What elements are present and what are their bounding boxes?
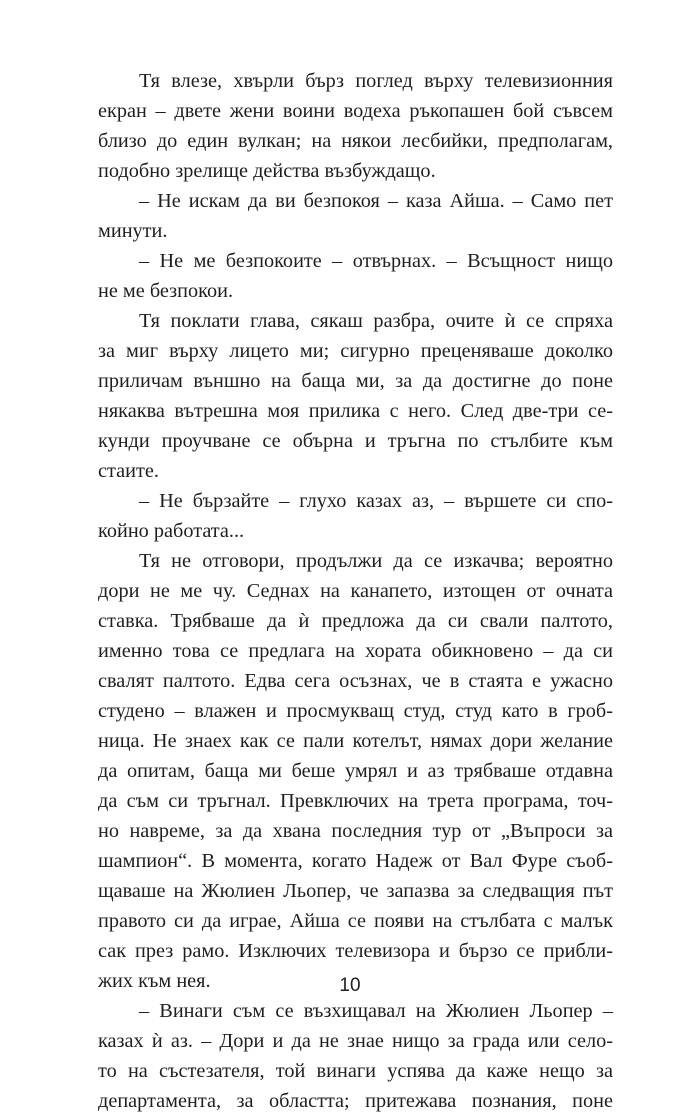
- text-line: – Не искам да ви безпокоя – каза Айша. – Само пет: [139, 190, 613, 212]
- text-line: правото си да играе, Айша се появи на стълбата с малък: [98, 910, 613, 932]
- text-line: сак през рамо. Изключих телевизора и бързо се прибли-: [98, 940, 613, 962]
- text-line: минути.: [98, 220, 168, 242]
- text-line: студено – влажен и просмукващ студ, студ като в гроб-: [98, 700, 613, 722]
- text-line: Тя не отговори, продължи да се изкачва; вероятно: [139, 550, 613, 572]
- text-line: – Не ме безпокоите – отвърнах. – Всъщност нищо: [139, 250, 613, 272]
- text-line: Тя поклати глава, сякаш разбра, очите ѝ се спряха: [139, 310, 613, 332]
- text-line: не ме безпокои.: [98, 280, 234, 302]
- text-line: департамента, за областта; притежава познания, поне: [98, 1090, 613, 1112]
- text-line: кунди проучване се обърна и тръгна по стълбите към: [98, 430, 613, 452]
- text-line: шампион“. В момента, когато Надеж от Вал Фуре съоб-: [98, 850, 613, 872]
- text-line: ница. Не знаех как се пали котелът, нямах дори желание: [98, 730, 613, 752]
- text-line: приличам външно на баща ми, за да достигне до поне: [98, 370, 613, 392]
- text-line: да съм си тръгнал. Превключих на трета програма, точ-: [98, 790, 613, 812]
- text-line: ставка. Трябваше да ѝ предложа да си свали палтото,: [98, 610, 613, 632]
- text-line: свалят палтото. Едва сега осъзнах, че в стаята е ужасно: [98, 670, 613, 692]
- text-line: за миг върху лицето ми; сигурно преценяваше доколко: [98, 340, 613, 362]
- text-line: то на състезателя, той винаги успява да каже нещо за: [98, 1060, 613, 1082]
- text-line: щаваше на Жюлиен Льопер, че запазва за следващия път: [98, 880, 613, 902]
- page-number: 10: [339, 975, 361, 996]
- text-line: казах ѝ аз. – Дори и да не знае нищо за града или село-: [98, 1030, 613, 1052]
- text-line: да опитам, баща ми беше умрял и аз трябваше отдавна: [98, 760, 613, 782]
- text-line: именно това се предлага на хората обикновено – да си: [98, 640, 613, 662]
- text-line: близо до един вулкан; на някои лесбийки, предполагам,: [98, 130, 613, 152]
- text-line: – Винаги съм се възхищавал на Жюлиен Льопер –: [139, 1000, 613, 1022]
- text-line: койно работата...: [98, 520, 245, 542]
- text-line: стаите.: [98, 460, 159, 482]
- text-line: някаква вътрешна моя прилика с него. След две-три се-: [98, 400, 613, 422]
- body-text: [98, 66, 613, 1116]
- text-line: екран – двете жени воини водеха ръкопашен бой съвсем: [98, 100, 613, 122]
- text-line: дори не ме чу. Седнах на канапето, изтощен от очната: [98, 580, 613, 602]
- text-line: подобно зрелище действа възбуждащо.: [98, 160, 436, 182]
- text-line: жих към нея.: [98, 970, 211, 992]
- text-line: – Не бързайте – глухо казах аз, – вършете си спо-: [139, 490, 613, 512]
- text-line: но навреме, за да хвана последния тур от „Въпроси за: [98, 820, 613, 842]
- text-line: Тя влезе, хвърли бърз поглед върху телевизионния: [139, 70, 613, 92]
